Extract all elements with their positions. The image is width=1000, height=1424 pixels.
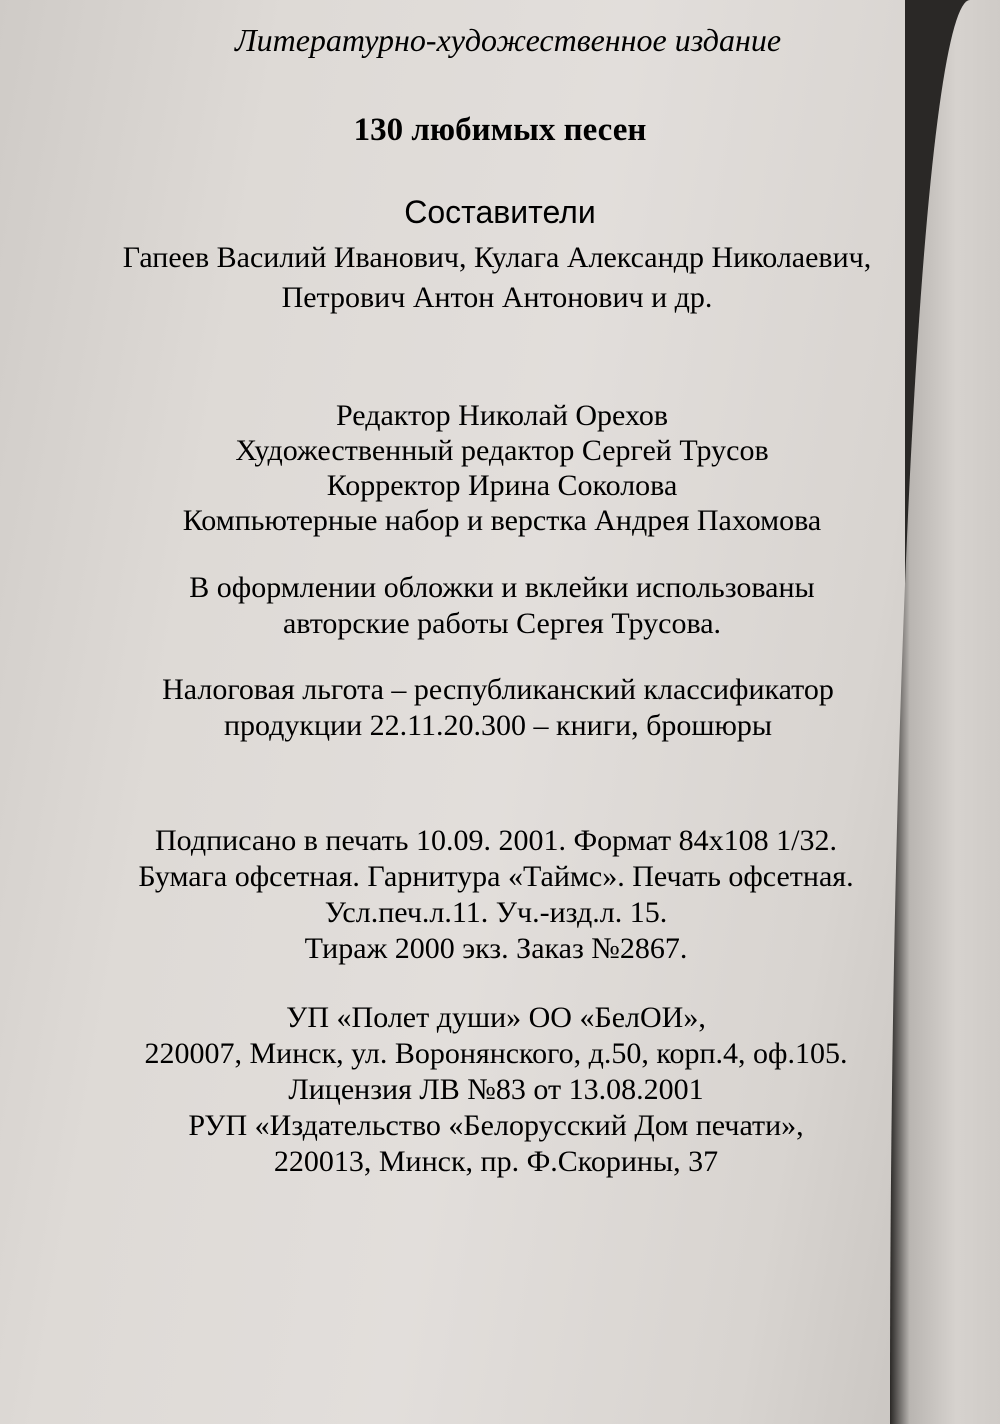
publisher-line-5: 220013, Минск, пр. Ф.Скорины, 37	[273, 1145, 719, 1178]
cover-note-line-1: В оформлении обложки и вклейки использованы	[189, 571, 815, 604]
publisher-line-3: Лицензия ЛВ №83 от 13.08.2001	[288, 1073, 704, 1106]
tax-note-line-1: Налоговая льгота – республиканский классификатор	[162, 673, 834, 706]
compilers-line-2: Петрович Антон Антонович и др.	[281, 281, 713, 314]
print-info-line-3: Усл.печ.л.11. Уч.-изд.л. 15.	[324, 896, 668, 929]
compilers-line-1: Гапеев Василий Иванович, Кулага Александр Николаевич,	[122, 241, 872, 274]
proofreader-line: Корректор Ирина Соколова	[326, 469, 678, 502]
editor-line: Редактор Николай Орехов	[335, 399, 668, 432]
typesetting-line: Компьютерные набор и верстка Андрея Пахомова	[182, 504, 822, 537]
publisher-line-4: РУП «Издательство «Белорусский Дом печати»,	[188, 1109, 804, 1142]
art-editor-line: Художественный редактор Сергей Трусов	[235, 434, 769, 467]
compilers-heading: Составители	[404, 194, 596, 230]
cover-note-line-2: авторские работы Сергея Трусова.	[282, 607, 722, 640]
tax-note-line-2: продукции 22.11.20.300 – книги, брошюры	[223, 709, 773, 742]
print-info-line-1: Подписано в печать 10.09. 2001. Формат 84x108 1/32.	[155, 824, 837, 857]
edition-type: Литературно-художественное издание	[234, 22, 782, 58]
publisher-line-2: 220007, Минск, ул. Воронянского, д.50, корп.4, оф.105.	[144, 1037, 848, 1070]
publisher-line-1: УП «Полет души» ОО «БелОИ»,	[286, 1001, 706, 1034]
print-info-line-4: Тираж 2000 экз. Заказ №2867.	[304, 932, 688, 965]
print-info-line-2: Бумага офсетная. Гарнитура «Таймс». Печать офсетная.	[138, 860, 854, 893]
book-title: 130 любимых песен	[353, 112, 647, 148]
